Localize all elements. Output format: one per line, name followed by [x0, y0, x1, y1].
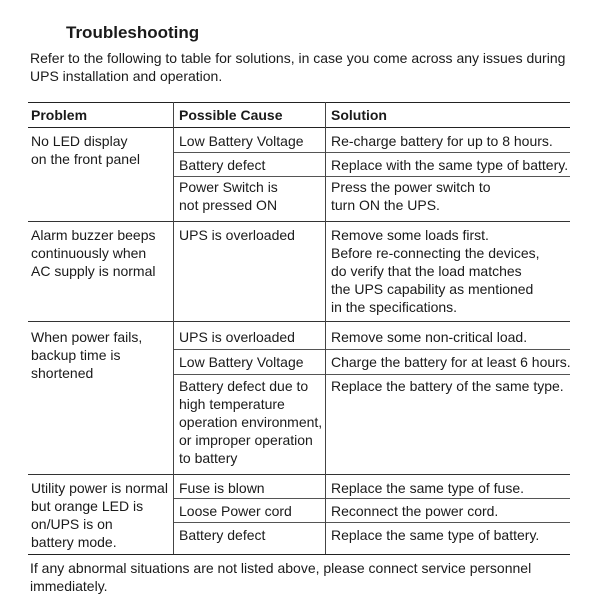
solution-cell: Remove some loads first. Before re-connecting the devices, do verify that the load matches the UPS capability as mentioned in the specifications. — [331, 227, 540, 315]
row-divider — [174, 176, 570, 177]
solution-cell: Replace the same type of fuse. — [331, 480, 524, 496]
problem-cell: Alarm buzzer beeps continuously when AC supply is normal — [31, 227, 156, 279]
footer-note: If any abnormal situations are not listed above, please connect service personnel immediately. — [30, 560, 532, 594]
cause-cell: Power Switch is not pressed ON — [179, 179, 278, 213]
header-solution: Solution — [331, 107, 387, 123]
row-divider — [174, 374, 570, 375]
cause-cell: Low Battery Voltage — [179, 133, 304, 149]
header-problem: Problem — [31, 107, 88, 123]
group-divider — [28, 321, 570, 322]
page-title: Troubleshooting — [66, 23, 200, 42]
problem-cell: Utility power is normal but orange LED is on/UPS is on battery mode. — [31, 480, 168, 550]
cause-cell: UPS is overloaded — [179, 227, 295, 243]
row-divider — [174, 349, 570, 350]
solution-cell: Reconnect the power cord. — [331, 503, 499, 519]
solution-cell: Replace the battery of the same type. — [331, 378, 564, 394]
cause-cell: Fuse is blown — [179, 480, 265, 496]
cause-cell: Loose Power cord — [179, 503, 292, 519]
header-bottom-rule — [28, 127, 570, 128]
solution-cell: Charge the battery for at least 6 hours. — [331, 354, 571, 370]
group-divider — [28, 221, 570, 222]
cause-cell: UPS is overloaded — [179, 329, 295, 345]
problem-cell: No LED display on the front panel — [31, 133, 140, 167]
row-divider — [174, 498, 570, 499]
problem-cell: When power fails, backup time is shortened — [31, 329, 143, 381]
table-top-rule — [28, 102, 570, 103]
cause-cell: Battery defect due to high temperature operation environment, or improper operation to battery — [179, 378, 323, 466]
row-divider — [174, 522, 570, 523]
solution-cell: Press the power switch to turn ON the UPS. — [331, 179, 491, 213]
solution-cell: Replace with the same type of battery. — [331, 157, 569, 173]
group-divider — [28, 474, 570, 475]
column-divider — [325, 102, 326, 554]
cause-cell: Low Battery Voltage — [179, 354, 304, 370]
solution-cell: Remove some non-critical load. — [331, 329, 528, 345]
table-bottom-rule — [28, 554, 570, 555]
solution-cell: Replace the same type of battery. — [331, 527, 540, 543]
solution-cell: Re-charge battery for up to 8 hours. — [331, 133, 553, 149]
cause-cell: Battery defect — [179, 157, 266, 173]
row-divider — [174, 152, 570, 153]
intro-text: Refer to the following to table for solutions, in case you come across any issues during UPS installation and operation. — [30, 50, 566, 84]
cause-cell: Battery defect — [179, 527, 266, 543]
column-divider — [173, 102, 174, 554]
header-cause: Possible Cause — [179, 107, 283, 123]
